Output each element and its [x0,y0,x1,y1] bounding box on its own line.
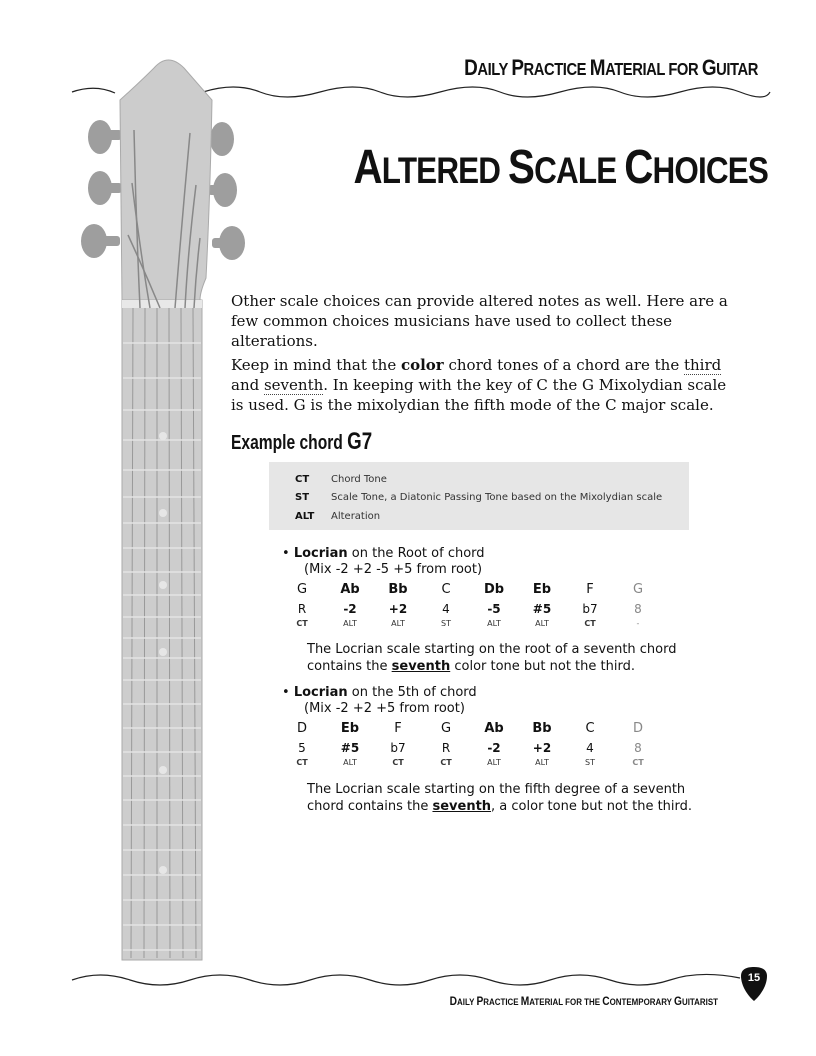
footer-wavy-rule [72,974,740,985]
legend-abbr: ALT [295,511,315,522]
function-cell: CT [584,619,596,628]
note-cell: G [632,582,644,597]
function-cell: ALT [391,619,405,628]
function-cell: CT [296,758,308,767]
degree-cell: #5 [532,602,552,616]
page-number: 15 [747,972,761,984]
degree-cell: 8 [634,741,642,755]
note-cell: Eb [532,582,552,597]
note-cell: G [296,582,308,597]
note-cell: Ab [484,721,504,736]
note-cell: Bb [388,582,408,597]
function-cell: CT [440,758,452,767]
note-cell: C [441,582,451,597]
legend-box [269,462,689,530]
degree-cell: +2 [388,602,408,616]
note-cell: F [586,582,594,597]
note-cell: Ab [340,582,360,597]
footer-title: DAILY PRACTICE MATERIAL FOR THE CONTEMPORARY GUITARIST [449,994,718,1008]
function-row [0,619,816,635]
legend-desc: Alteration [331,511,381,522]
page-title: ALTERED SCALE CHOICES [353,141,768,194]
function-cell: CT [296,619,308,628]
note-cell: G [440,721,452,736]
legend-desc: Scale Tone, a Diatonic Passing Tone based on the Mixolydian scale [331,492,663,503]
page-number-pick [740,966,768,1002]
degree-cell: 8 [634,602,642,616]
section-1-description: The Locrian scale starting on the root of a seventh chord contains the seventh color tone but not the third. [307,642,677,674]
legend-row [269,474,689,492]
legend-desc: Chord Tone [331,474,387,485]
degree-row [0,602,816,618]
legend-abbr: CT [295,474,310,485]
degree-cell: -2 [487,741,501,755]
function-cell: ALT [535,619,549,628]
function-row [0,758,816,774]
intro-paragraph-1: Other scale choices can provide altered notes as well. Here are a few common choices musicians have used to collect these alterations. [231,292,728,350]
note-cell: D [632,721,643,736]
degree-cell: -5 [487,602,501,616]
legend-row [269,511,689,529]
degree-cell: 5 [298,741,306,755]
degree-cell: #5 [340,741,360,755]
note-row [0,582,816,598]
degree-cell: R [441,741,451,755]
note-row [0,721,816,737]
degree-cell: R [297,602,307,616]
note-cell: D [296,721,307,736]
note-cell: Bb [532,721,552,736]
section-2-heading: • Locrian on the 5th of chord [282,685,477,700]
header-title: DAILY PRACTICE MATERIAL FOR GUITAR [464,55,758,80]
function-cell: ALT [343,619,357,628]
function-cell: ALT [343,758,357,767]
degree-cell: -2 [343,602,357,616]
degree-cell: +2 [532,741,552,755]
note-cell: Eb [340,721,360,736]
function-cell: ALT [487,758,501,767]
function-cell: ST [585,758,595,767]
legend-row [269,492,689,510]
intro-paragraph-2: Keep in mind that the color chord tones of a chord are the third and seventh. In keeping with the key of C the G Mixolydian scale is used. G is the mixolydian the fifth mode of the C major scale. [231,356,727,414]
function-cell: ALT [487,619,501,628]
note-cell: C [585,721,595,736]
degree-row [0,741,816,757]
legend-abbr: ST [295,492,310,503]
section-2-formula: (Mix -2 +2 +5 from root) [304,701,465,716]
function-cell: ST [441,619,451,628]
section-1-formula: (Mix -2 +2 -5 +5 from root) [304,562,483,577]
function-cell: ALT [535,758,549,767]
section-2-description: The Locrian scale starting on the fifth degree of a seventh chord contains the seventh, a color tone but not the third. [307,782,693,814]
function-cell: - [636,619,640,628]
function-cell: CT [392,758,404,767]
degree-cell: b7 [582,602,598,616]
section-1-heading: • Locrian on the Root of chord [282,546,485,561]
note-cell: Db [483,582,505,597]
function-cell: CT [632,758,644,767]
degree-cell: 4 [586,741,594,755]
degree-cell: 4 [442,602,450,616]
example-heading: Example chord G7 [231,428,373,455]
note-cell: F [394,721,402,736]
degree-cell: b7 [390,741,406,755]
